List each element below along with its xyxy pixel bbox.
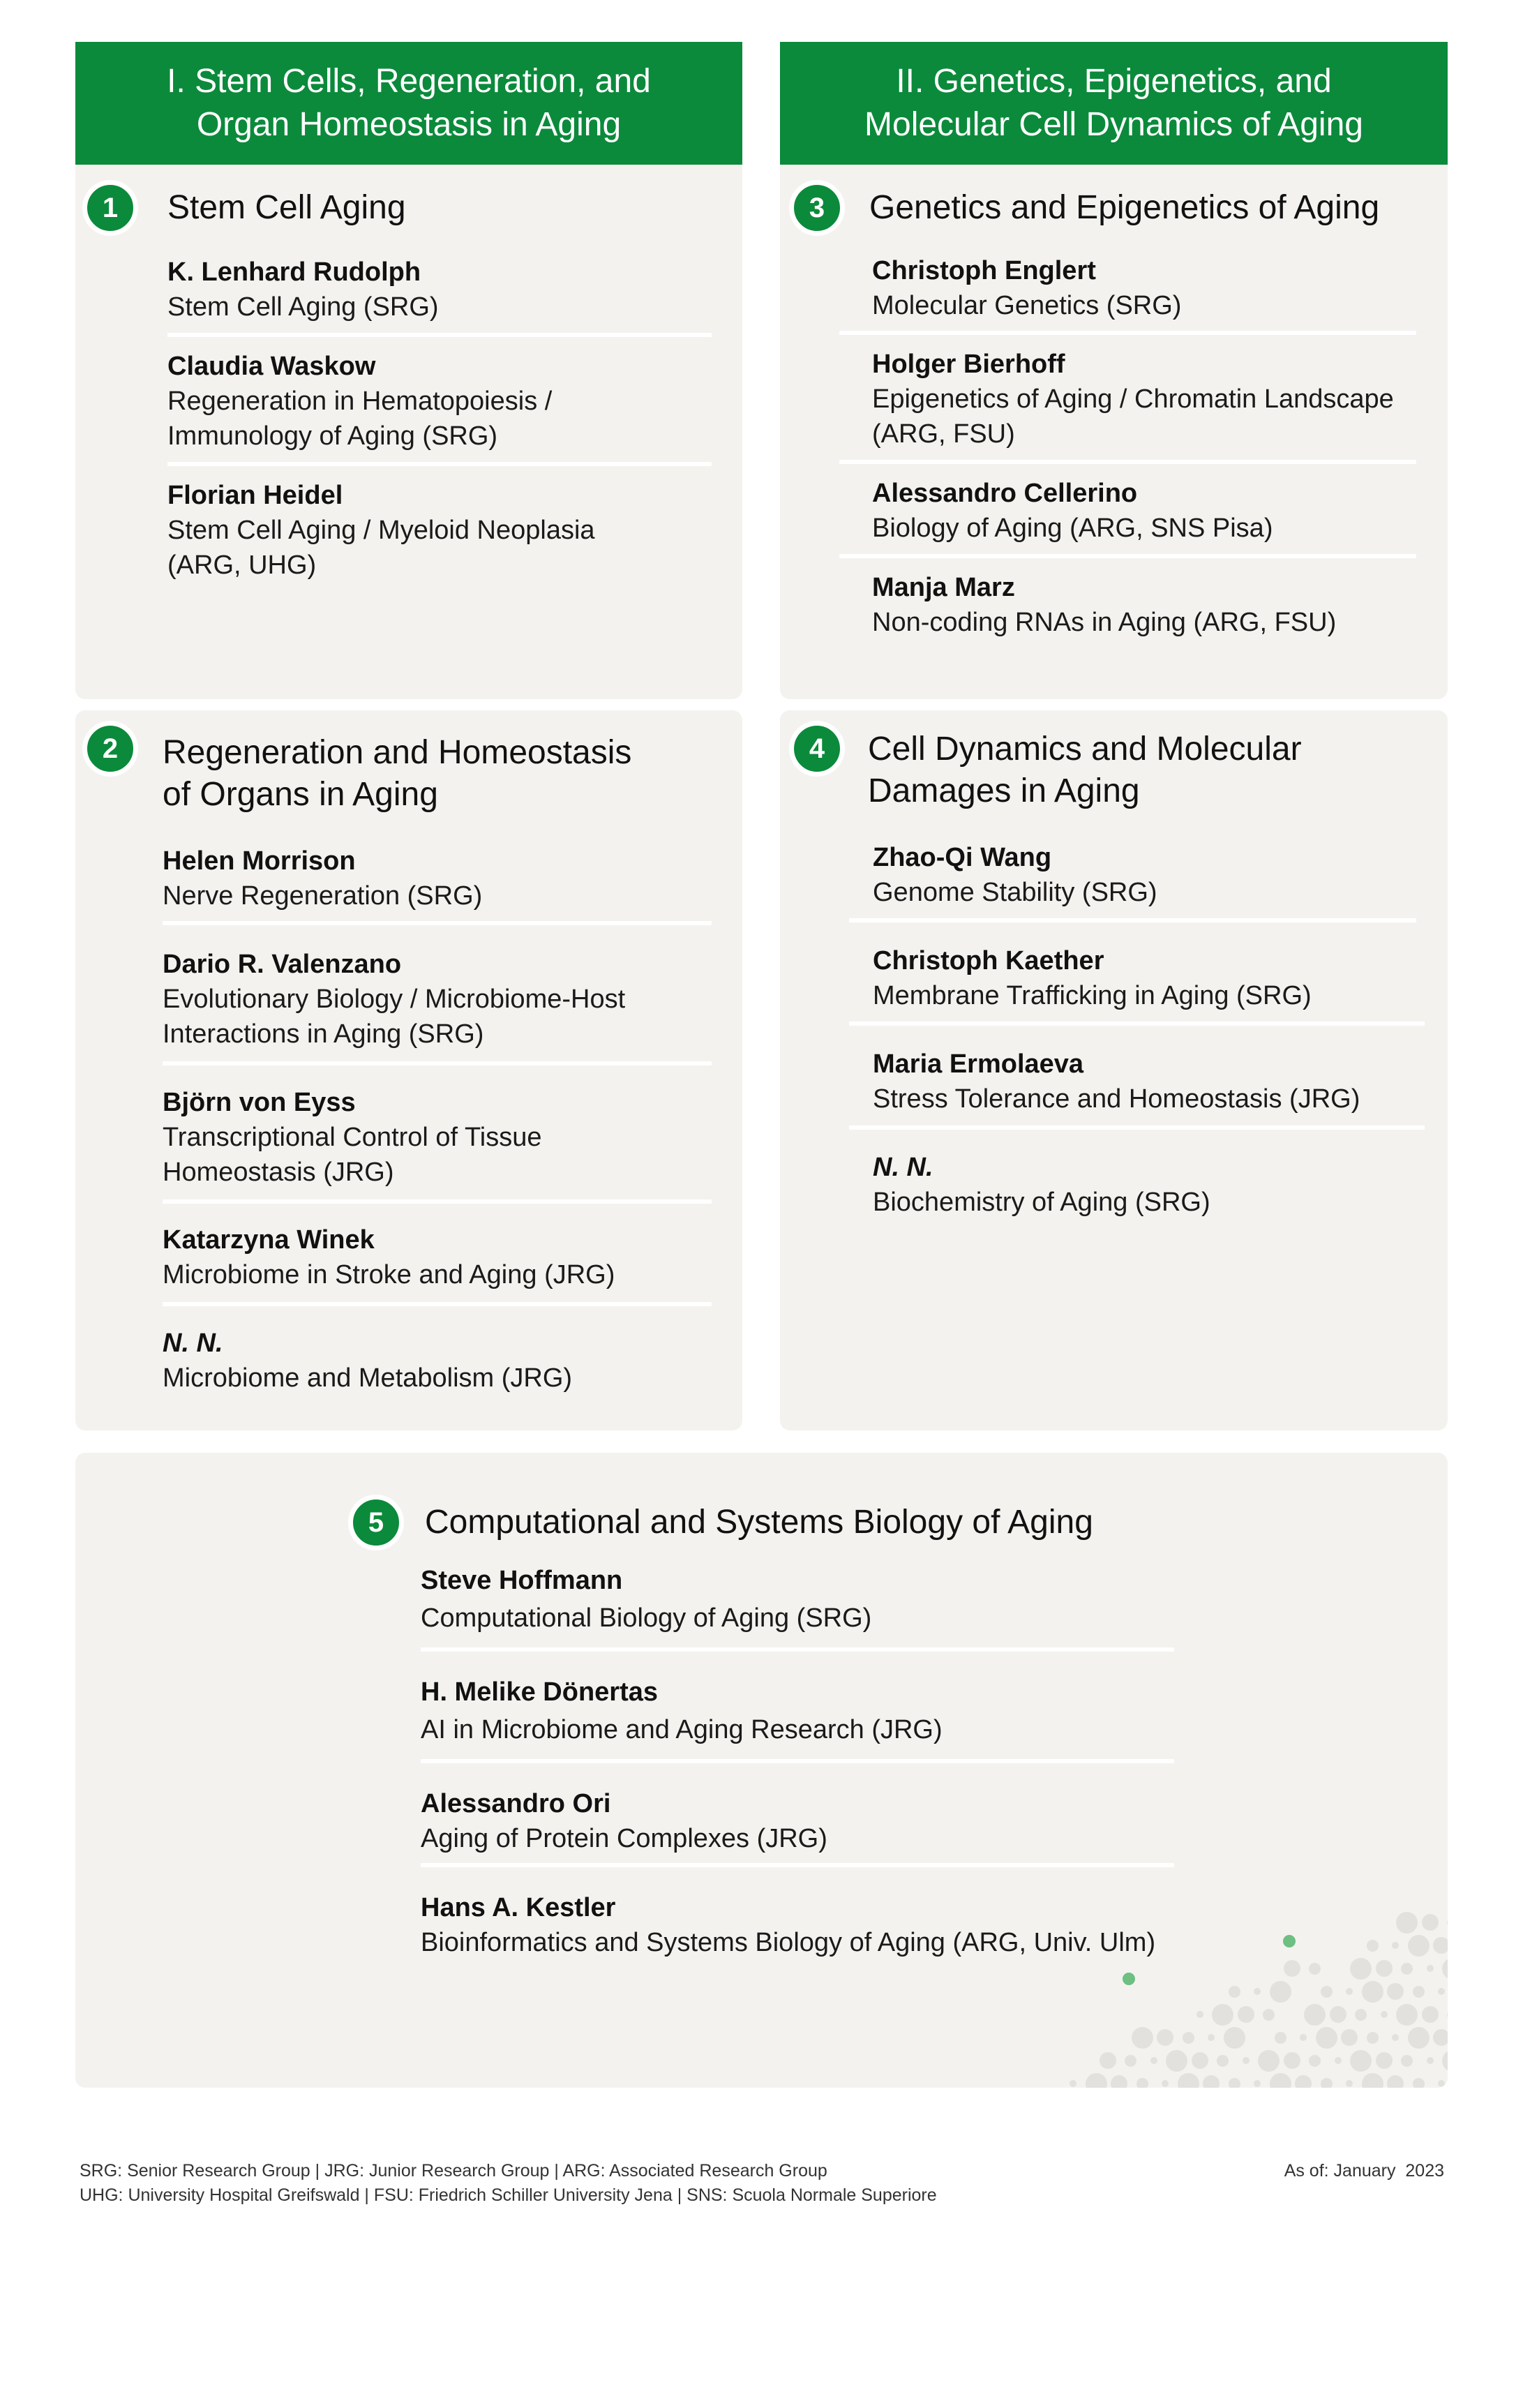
section-title: Stem Cell Aging: [167, 189, 406, 226]
number-badge-icon: 4: [789, 721, 845, 777]
researcher-name: Björn von Eyss: [163, 1088, 356, 1117]
decorative-dot: [1355, 2009, 1367, 2021]
decorative-dot: [1381, 2011, 1388, 2018]
group-name: Immunology of Aging (SRG): [167, 421, 498, 451]
decorative-dot: [1300, 2034, 1307, 2041]
group-name: Microbiome and Metabolism (JRG): [163, 1363, 573, 1393]
group-name: Biochemistry of Aging (SRG): [873, 1188, 1210, 1217]
section-panel-5: [75, 1453, 1448, 2088]
decorative-dot: [1346, 1988, 1353, 1995]
decorative-dot: [1362, 1981, 1383, 2003]
section-title: Computational and Systems Biology of Aging: [425, 1504, 1093, 1541]
list-item: [421, 1786, 1188, 1856]
list-item: [163, 1326, 707, 1396]
decorative-dot: [1387, 2075, 1404, 2088]
decorative-dot: [1224, 2027, 1245, 2049]
researcher-name: Florian Heidel: [167, 481, 343, 510]
section-title: Genetics and Epigenetics of Aging: [869, 189, 1380, 226]
decorative-dot: [1217, 2055, 1229, 2067]
researcher-name: Hans A. Kestler: [421, 1893, 616, 1922]
number-badge-icon: 3: [789, 180, 845, 236]
decorative-dot-green: [1283, 1935, 1296, 1947]
list-item: [872, 347, 1416, 451]
divider: [421, 1647, 1174, 1652]
theme-title-line: I. Stem Cells, Regeneration, and: [167, 63, 651, 100]
divider: [839, 331, 1416, 335]
section-title: Cell Dynamics and Molecular Damages in Aging: [868, 731, 1302, 809]
researcher-name: Helen Morrison: [163, 846, 356, 876]
decorative-dot: [1254, 2080, 1261, 2087]
decorative-dot: [1392, 1942, 1399, 1949]
group-name: Molecular Genetics (SRG): [872, 291, 1182, 320]
decorative-dot: [1321, 1986, 1333, 1998]
decorative-dot: [1392, 2034, 1399, 2041]
divider: [167, 462, 712, 466]
group-name: Evolutionary Biology / Microbiome-Host: [163, 985, 626, 1014]
decorative-dot: [1192, 2052, 1208, 2069]
decorative-dot: [1401, 2055, 1413, 2067]
researcher-name: K. Lenhard Rudolph: [167, 257, 421, 287]
researcher-name: Alessandro Ori: [421, 1789, 611, 1818]
decorative-dot: [1229, 1986, 1240, 1998]
decorative-dot: [1238, 2006, 1254, 2023]
decorative-dot: [1125, 2055, 1136, 2067]
list-item: [163, 1085, 707, 1190]
group-name: Membrane Trafficking in Aging (SRG): [873, 981, 1312, 1010]
decorative-dot: [1396, 1912, 1418, 1934]
decorative-dot: [1367, 1940, 1379, 1952]
decorative-dot: [1295, 2075, 1312, 2088]
decorative-dot: [1376, 1960, 1393, 1977]
decorative-dot: [1350, 2050, 1372, 2072]
group-name: Nerve Regeneration (SRG): [163, 881, 483, 911]
decorative-dot: [1442, 2050, 1448, 2072]
divider: [839, 554, 1416, 558]
group-name: Genome Stability (SRG): [873, 878, 1157, 907]
decorative-dot: [1132, 2027, 1153, 2049]
decorative-dot: [1212, 2004, 1233, 2026]
researcher-name: Katarzyna Winek: [163, 1225, 375, 1255]
researcher-name: Manja Marz: [872, 573, 1015, 602]
decorative-dot: [1316, 2027, 1337, 2049]
researcher-name: Christoph Kaether: [873, 946, 1104, 975]
decorative-dot: [1447, 2009, 1448, 2021]
group-name: AI in Microbiome and Aging Research (JRG): [421, 1715, 943, 1744]
decorative-dot: [1396, 2004, 1418, 2026]
group-name: Epigenetics of Aging / Chromatin Landscape: [872, 384, 1394, 414]
list-item: [163, 1222, 707, 1292]
list-item: [421, 1675, 1188, 1747]
group-name: (ARG, UHG): [167, 551, 317, 580]
list-item: [167, 349, 712, 454]
decorative-dot: [1447, 1917, 1448, 1929]
list-item: [873, 1047, 1417, 1116]
group-name: Bioinformatics and Systems Biology of Aging (ARG, Univ. Ulm): [421, 1928, 1156, 1957]
decorative-dot: [1330, 2006, 1346, 2023]
researcher-name: Alessandro Cellerino: [872, 479, 1138, 508]
decorative-dot: [1341, 2029, 1358, 2046]
as-of-date: As of: January 2023: [1284, 2161, 1444, 2181]
decorative-dot: [1270, 1981, 1291, 2003]
researcher-name: Steve Hoffmann: [421, 1566, 623, 1595]
divider: [167, 333, 712, 337]
list-item: [421, 1563, 1188, 1636]
decorative-dot: [1284, 1960, 1300, 1977]
list-item: [872, 253, 1416, 323]
theme-title-line: Molecular Cell Dynamics of Aging: [864, 106, 1363, 143]
theme-title-line: Organ Homeostasis in Aging: [196, 106, 622, 143]
decorative-dot: [1433, 2029, 1448, 2046]
divider: [421, 1759, 1174, 1763]
decorative-dot: [1438, 1988, 1445, 1995]
decorative-dot: [1270, 2073, 1291, 2088]
list-item: [873, 840, 1417, 910]
decorative-dot: [1208, 2034, 1215, 2041]
decorative-dot: [1367, 2032, 1379, 2044]
decorative-dot: [1350, 1958, 1372, 1980]
list-item: [872, 476, 1416, 546]
decorative-dot: [1100, 2052, 1116, 2069]
researcher-name: Zhao-Qi Wang: [873, 843, 1052, 872]
decorative-dot: [1427, 2057, 1434, 2064]
group-name: Biology of Aging (ARG, SNS Pisa): [872, 514, 1273, 543]
decorative-dot: [1070, 2080, 1076, 2087]
decorative-dot: [1150, 2057, 1157, 2064]
decorative-dot: [1376, 2052, 1393, 2069]
theme-header-1: [75, 42, 742, 165]
decorative-dot: [1254, 1988, 1261, 1995]
theme-title-line: II. Genetics, Epigenetics, and: [896, 63, 1332, 100]
decorative-dot: [1203, 2075, 1220, 2088]
researcher-name: N. N.: [873, 1153, 933, 1182]
decorative-dot: [1309, 2055, 1321, 2067]
decorative-dot: [1442, 1958, 1448, 1980]
number-badge-icon: 2: [82, 721, 138, 777]
group-name: Stem Cell Aging (SRG): [167, 292, 439, 322]
divider: [163, 921, 712, 925]
divider: [849, 1126, 1425, 1130]
decorative-dot: [1086, 2073, 1107, 2088]
decorative-dot: [1284, 2052, 1300, 2069]
decorative-dot: [1408, 1935, 1430, 1957]
decorative-dot: [1408, 2027, 1430, 2049]
researcher-name: H. Melike Dönertas: [421, 1677, 658, 1707]
section-title: Regeneration and Homeostasis of Organs in Aging: [163, 734, 632, 813]
group-name: Interactions in Aging (SRG): [163, 1019, 484, 1049]
group-name: Non-coding RNAs in Aging (ARG, FSU): [872, 608, 1337, 637]
decorative-dot: [1196, 2011, 1203, 2018]
group-name: Stress Tolerance and Homeostasis (JRG): [873, 1084, 1360, 1114]
decorative-dot: [1387, 1983, 1404, 2000]
decorative-dot: [1166, 2050, 1187, 2072]
divider: [163, 1199, 712, 1204]
researcher-name: Christoph Englert: [872, 256, 1096, 285]
number-badge-icon: 5: [348, 1495, 404, 1550]
decorative-dot: [1136, 2078, 1148, 2088]
decorative-dot: [1178, 2073, 1199, 2088]
decorative-dot: [1427, 1965, 1434, 1972]
decorative-dot: [1243, 2057, 1250, 2064]
abbreviation-legend: SRG: Senior Research Group | JRG: Junior Research Group | ARG: Associated Research Group UHG: University Hospital Greifswald | FSU: Friedrich Schiller University Jena | SNS: Scuola Normale Superiore: [80, 2161, 937, 2205]
decorative-dot: [1413, 2078, 1425, 2088]
decorative-dot: [1362, 2073, 1383, 2088]
decorative-dot: [1304, 2004, 1326, 2026]
decorative-dot: [1309, 1963, 1321, 1975]
decorative-dot: [1111, 2075, 1127, 2088]
decorative-dot: [1346, 2080, 1353, 2087]
decorative-dot: [1157, 2029, 1173, 2046]
divider: [849, 918, 1416, 922]
researcher-name: Holger Bierhoff: [872, 350, 1065, 379]
divider: [839, 460, 1416, 464]
researcher-name: Claudia Waskow: [167, 352, 376, 381]
decorative-dot-green: [1123, 1973, 1135, 1985]
list-item: [163, 947, 707, 1052]
decorative-dot: [1401, 1963, 1413, 1975]
decorative-dot: [1183, 2032, 1194, 2044]
researcher-name: N. N.: [163, 1329, 223, 1358]
divider: [849, 1022, 1425, 1026]
list-item: [873, 943, 1417, 1013]
decorative-dot: [1438, 2080, 1445, 2087]
decorative-dot: [1422, 2006, 1439, 2023]
decorative-dot: [1413, 1986, 1425, 1998]
decorative-dot: [1258, 2050, 1280, 2072]
decorative-dot: [1335, 2057, 1342, 2064]
section-panel-2: [75, 710, 742, 1430]
list-item: [163, 844, 707, 913]
divider: [163, 1061, 712, 1065]
decorative-dot: [1422, 1914, 1439, 1931]
divider: [163, 1302, 712, 1306]
divider: [421, 1863, 1174, 1867]
researcher-name: Maria Ermolaeva: [873, 1049, 1084, 1079]
decorative-dot: [1263, 2009, 1275, 2021]
decorative-dot: [1433, 1937, 1448, 1954]
list-item: [167, 478, 712, 583]
decorative-dot: [1162, 2080, 1169, 2087]
list-item: [872, 570, 1416, 640]
group-name: Stem Cell Aging / Myeloid Neoplasia: [167, 516, 595, 545]
researcher-name: Dario R. Valenzano: [163, 950, 402, 979]
group-name: Computational Biology of Aging (SRG): [421, 1603, 872, 1633]
decorative-dot: [1229, 2078, 1240, 2088]
decorative-dot: [1275, 2032, 1286, 2044]
number-badge-icon: 1: [82, 180, 138, 236]
group-name: Transcriptional Control of Tissue: [163, 1123, 542, 1152]
group-name: Homeostasis (JRG): [163, 1158, 394, 1187]
group-name: (ARG, FSU): [872, 419, 1015, 449]
group-name: Aging of Protein Complexes (JRG): [421, 1824, 827, 1853]
group-name: Microbiome in Stroke and Aging (JRG): [163, 1260, 615, 1289]
list-item: [167, 255, 712, 324]
list-item: [421, 1890, 1202, 1960]
theme-header-2: [780, 42, 1448, 165]
list-item: [873, 1150, 1417, 1220]
group-name: Regeneration in Hematopoiesis /: [167, 387, 553, 416]
decorative-dot: [1321, 2078, 1333, 2088]
